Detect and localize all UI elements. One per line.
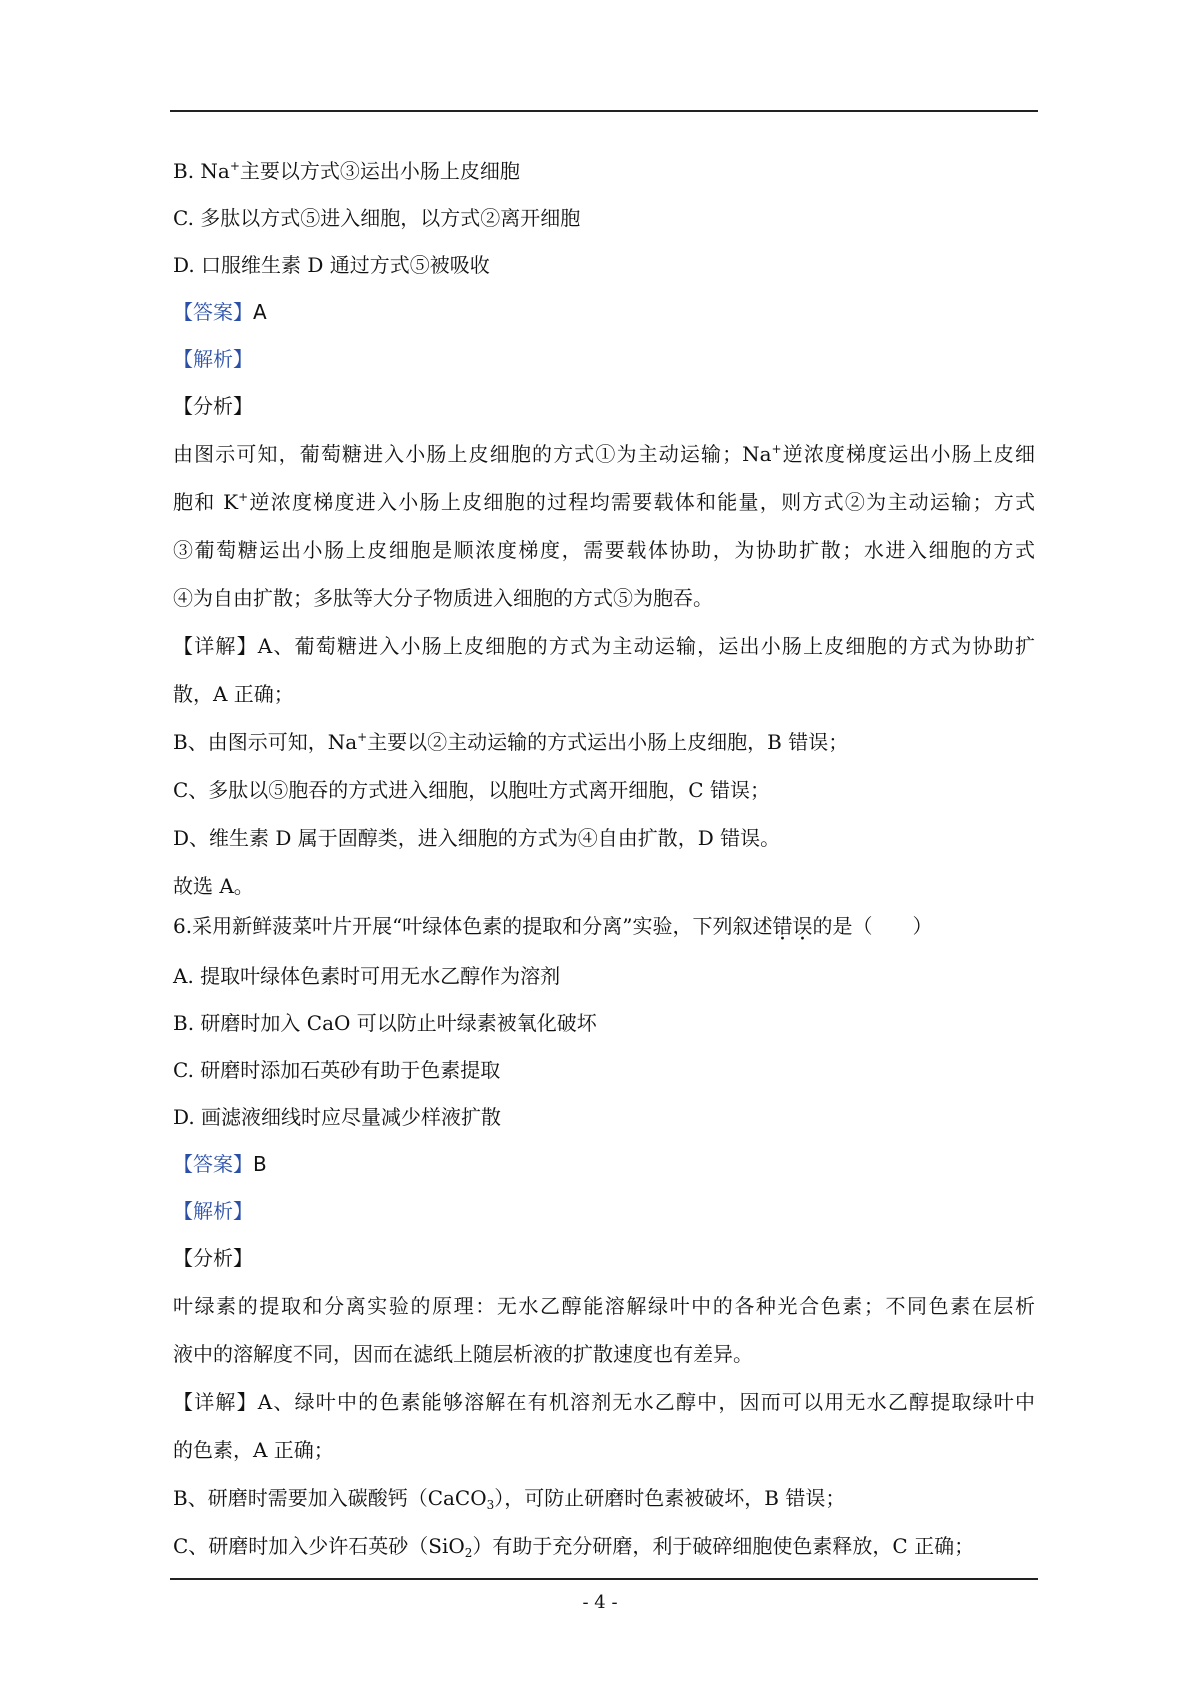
q5-detail-d: D、维生素 D 属于固醇类，进入细胞的方式为④自由扩散，D 错误。 bbox=[173, 826, 781, 850]
q6-fenxi-heading: 【分析】 bbox=[173, 1246, 253, 1270]
q6-analysis-line1: 叶绿素的提取和分离实验的原理：无水乙醇能溶解绿叶中的各种光合色素；不同色素在层析 bbox=[173, 1294, 1035, 1318]
q5-answer: 【答案】A bbox=[173, 300, 267, 324]
q5-option-c: C. 多肽以方式⑤进入细胞，以方式②离开细胞 bbox=[173, 206, 581, 230]
header-rule bbox=[170, 110, 1038, 112]
q6-option-d: D. 画滤液细线时应尽量减少样液扩散 bbox=[173, 1105, 502, 1129]
q6-detail-a-line1: 【详解】A、绿叶中的色素能够溶解在有机溶剂无水乙醇中，因而可以用无水乙醇提取绿叶中 bbox=[173, 1390, 1036, 1414]
q5-analysis-line3: ③葡萄糖运出小肠上皮细胞是顺浓度梯度，需要载体协助，为协助扩散；水进入细胞的方式 bbox=[173, 538, 1035, 562]
q5-jiexi-heading: 【解析】 bbox=[173, 347, 253, 371]
q6-jiexi-heading: 【解析】 bbox=[173, 1199, 253, 1223]
q5-detail-b: B、由图示可知，Na+主要以②主动运输的方式运出小肠上皮细胞，B 错误； bbox=[173, 730, 849, 754]
q5-analysis-line4: ④为自由扩散；多肽等大分子物质进入细胞的方式⑤为胞吞。 bbox=[173, 586, 713, 610]
q5-detail-a-line1: 【详解】A、葡萄糖进入小肠上皮细胞的方式为主动运输，运出小肠上皮细胞的方式为协助扩 bbox=[173, 634, 1036, 658]
q5-analysis-line2: 胞和 K+逆浓度梯度进入小肠上皮细胞的过程均需要载体和能量，则方式②为主动运输；方式 bbox=[173, 490, 1035, 514]
q6-detail-c: C、研磨时加入少许石英砂（SiO$_2$）有助于充分研磨，利于破碎细胞使色素释放，C 正确； bbox=[173, 1534, 975, 1560]
q6-detail-b: B、研磨时需要加入碳酸钙（CaCO$_3$），可防止研磨时色素被破坏，B 错误； bbox=[173, 1486, 846, 1512]
q5-analysis-line1: 由图示可知，葡萄糖进入小肠上皮细胞的方式①为主动运输；Na+逆浓度梯度运出小肠上皮细 bbox=[173, 442, 1035, 466]
q6-answer: 【答案】B bbox=[173, 1152, 267, 1176]
q6-detail-a-line2: 的色素，A 正确； bbox=[173, 1438, 334, 1462]
q6-analysis-line2: 液中的溶解度不同，因而在滤纸上随层析液的扩散速度也有差异。 bbox=[173, 1342, 753, 1366]
q5-option-b: B. Na+主要以方式③运出小肠上皮细胞 bbox=[173, 159, 520, 183]
q5-fenxi-heading: 【分析】 bbox=[173, 394, 253, 418]
q6-option-a: A. 提取叶绿体色素时可用无水乙醇作为溶剂 bbox=[173, 964, 561, 988]
q6-option-b: B. 研磨时加入 CaO 可以防止叶绿素被氧化破坏 bbox=[173, 1011, 597, 1035]
footer-rule bbox=[170, 1578, 1038, 1580]
q6-stem: 6.采用新鲜菠菜叶片开展“叶绿体色素的提取和分离”实验，下列叙述错误的是（ ） bbox=[173, 914, 933, 938]
q5-option-d: D. 口服维生素 D 通过方式⑤被吸收 bbox=[173, 253, 490, 277]
q5-conclusion: 故选 A。 bbox=[173, 874, 254, 898]
q5-detail-a-line2: 散，A 正确； bbox=[173, 682, 294, 706]
q5-detail-c: C、多肽以⑤胞吞的方式进入细胞，以胞吐方式离开细胞，C 错误； bbox=[173, 778, 770, 802]
q6-option-c: C. 研磨时添加石英砂有助于色素提取 bbox=[173, 1058, 501, 1082]
page-number: - 4 - bbox=[582, 1592, 618, 1613]
